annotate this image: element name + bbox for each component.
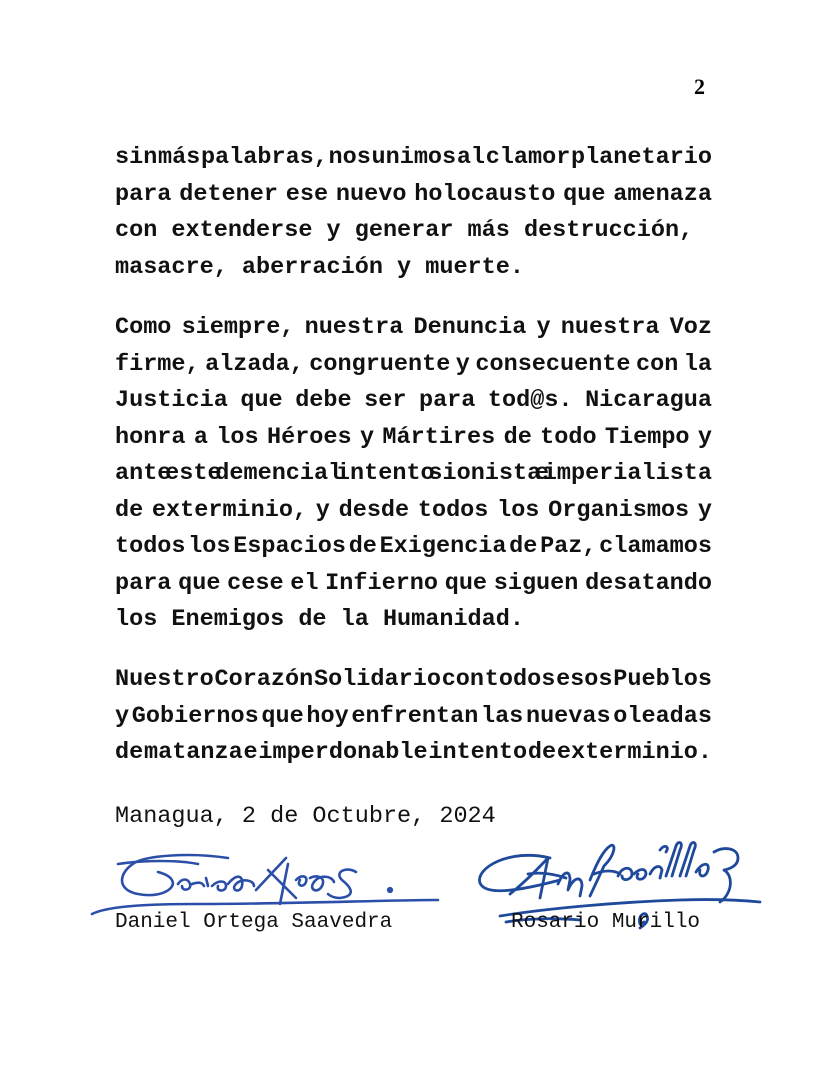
- text-line: firme, alzada, congruente y consecuente con la: [115, 350, 712, 378]
- text-line: Nuestro Corazón Solidario con todos esos Pueblos: [115, 666, 712, 693]
- text-line: con extenderse y generar más destrucción,: [115, 217, 694, 244]
- text-line: de matanza e imperdonable intento de exterminio.: [115, 739, 712, 766]
- paragraph-3: [115, 662, 712, 772]
- page-number: 2: [694, 74, 705, 99]
- signer-name-daniel-ortega: Daniel Ortega Saavedra: [115, 911, 393, 934]
- text-line: Justicia que debe ser para tod@s. Nicaragua: [115, 387, 712, 414]
- paragraph-2: [115, 310, 712, 639]
- text-line: sin más palabras, nos unimos al clamor planetario: [115, 144, 712, 171]
- place-and-date: Managua, 2 de Octubre, 2024: [115, 803, 496, 830]
- text-line: los Enemigos de la Humanidad.: [115, 606, 524, 633]
- text-line: y Gobiernos que hoy enfrentan las nuevas oleadas: [115, 702, 712, 730]
- signer-name-rosario-murillo: Rosario Murillo: [511, 911, 701, 934]
- text-line: masacre, aberración y muerte.: [115, 253, 524, 281]
- text-line: ante este demencial intento sionista e imperialista: [115, 460, 712, 487]
- text-line: honra a los Héroes y Mártires de todo Tiempo y: [115, 423, 712, 451]
- text-line: todos los Espacios de Exigencia de Paz, clamamos: [115, 533, 712, 560]
- text-line: para detener ese nuevo holocausto que amenaza: [115, 180, 712, 208]
- text-line: para que cese el Infierno que siguen desatando: [115, 569, 712, 597]
- paragraph-1: [115, 140, 712, 286]
- text-line: Como siempre, nuestra Denuncia y nuestra Voz: [115, 314, 712, 341]
- text-line: de exterminio, y desde todos los Organismos y: [115, 496, 712, 524]
